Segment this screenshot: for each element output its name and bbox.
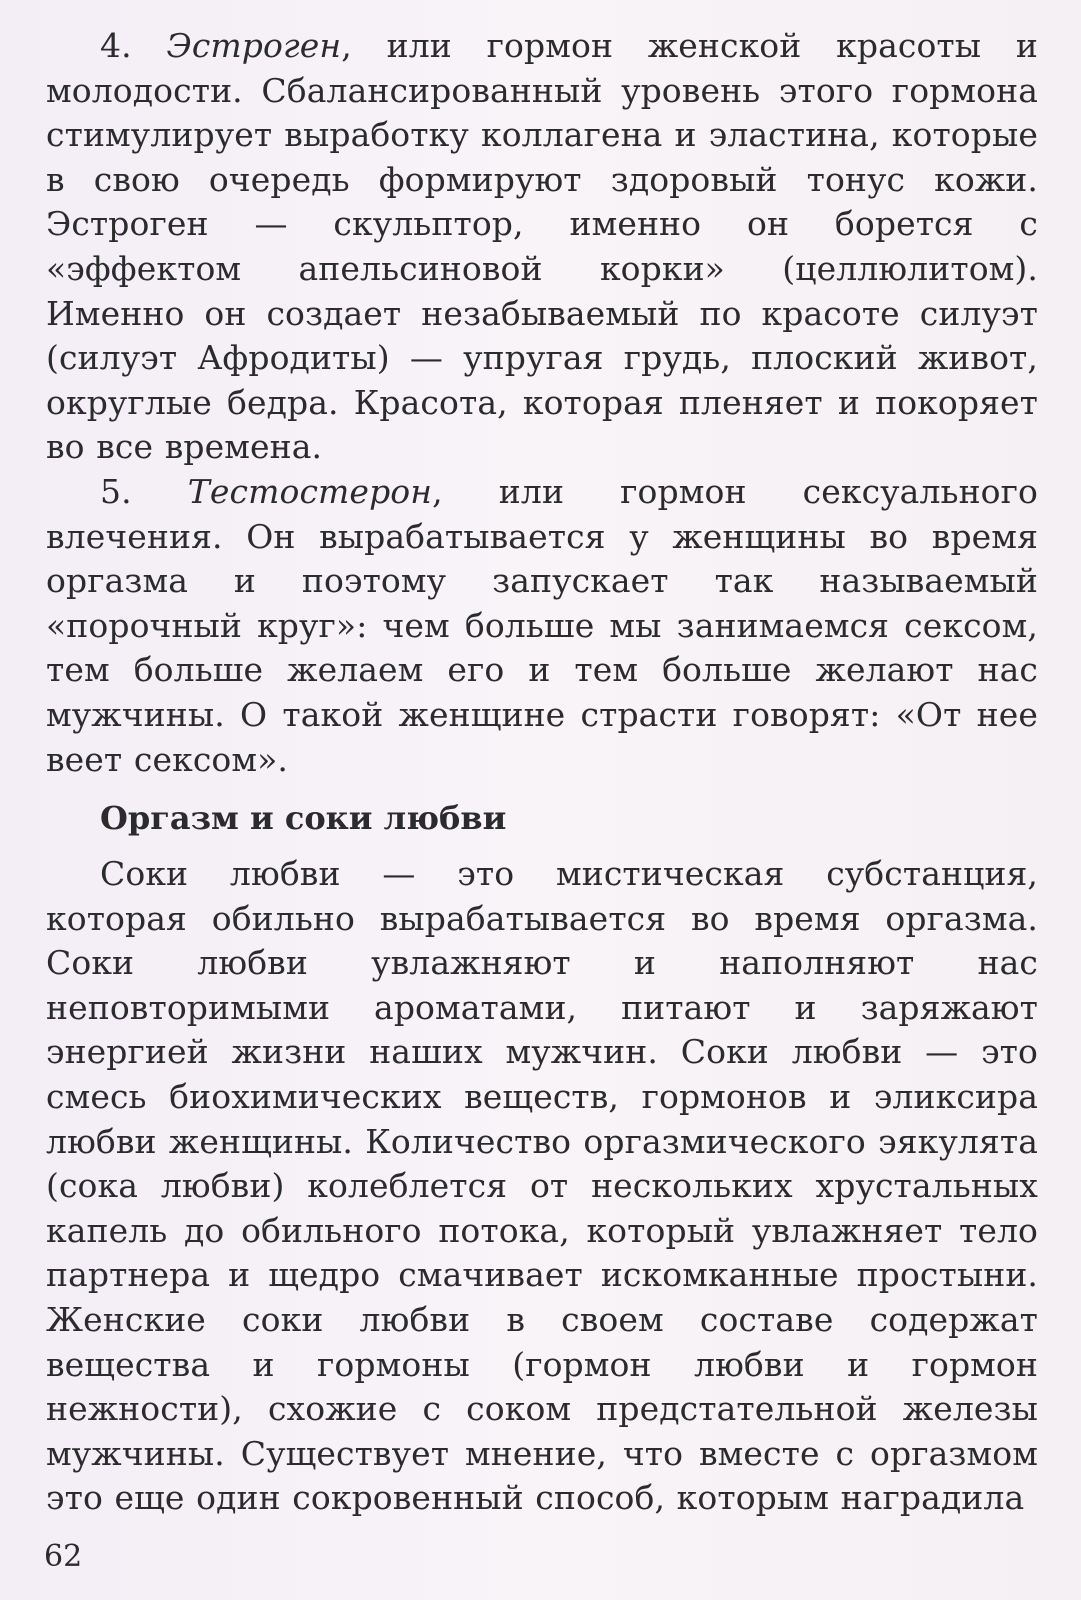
- page-number: 62: [44, 1539, 83, 1574]
- item-number-4: 4.: [100, 26, 167, 65]
- text-block: [46, 24, 1038, 1521]
- term-testosterone: Тестостерон: [187, 471, 433, 511]
- section-body: Соки любви — это мистическая субстанция, которая обильно вырабатывается во время оргазма. Соки любви увлажняют и наполняют нас неповторимыми ароматами, питают и заряжают энергией жизни наших мужчин. Соки любви — это смесь биохимических веществ, гормонов и эликсира любви женщины. Количество оргазмического эякулята (сока любви) колеблется от нескольких хрустальных капель до обильного потока, который увлажняет тело партнера и щедро смачивает искомканные простыни. Женские соки любви в своем составе содержат вещества и гормоны (гормон любви и гормон нежности), схожие с соком предстательной железы мужчины. Существует мнение, что вместе с оргазмом это еще один сокровенный способ, которым наградила: [46, 854, 1038, 1518]
- paragraph-testosterone: [46, 470, 1038, 782]
- paragraph-estrogen-text: , или гормон женской красоты и молодости. Сбалансированный уровень этого гормона стимулирует выработку коллагена и эластина, которые в свою очередь формируют здоровый тонус кожи. Эстроген — скульптор, именно он борется с «эффектом апельсиновой корки» (целлюлитом). Именно он создает незабываемый по красоте силуэт (силуэт Афродиты) — упругая грудь, плоский живот, округлые бедра. Красота, которая пленяет и покоряет во все времена.: [46, 26, 1039, 467]
- item-number-5: 5.: [100, 471, 188, 511]
- term-estrogen: Эстроген: [166, 26, 342, 65]
- paragraph-estrogen: [46, 24, 1038, 470]
- section-heading: Оргазм и соки любви: [100, 799, 507, 838]
- paragraph-testosterone-text: , или гормон сексуального влечения. Он вырабатывается у женщины во время оргазма и поэтому запускает так называемый «порочный круг»: чем больше мы занимаемся сексом, тем больше желаем его и тем больше желают нас мужчины. О такой женщине страсти говорят: «От нее веет сексом».: [46, 471, 1038, 779]
